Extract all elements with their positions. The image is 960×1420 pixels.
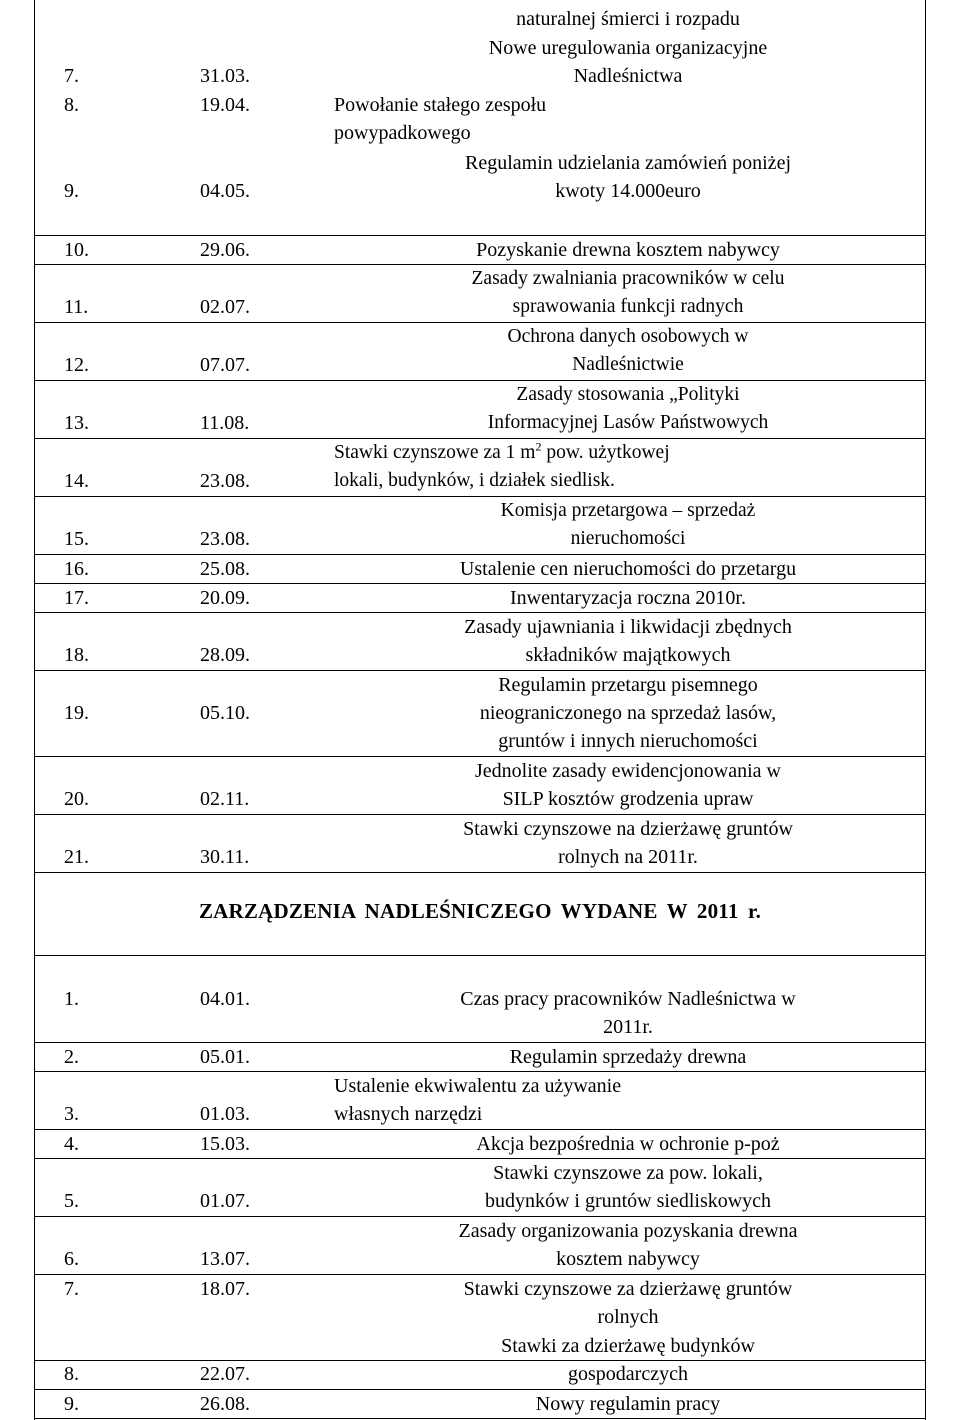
- row-number: 20.: [64, 788, 89, 810]
- row-title: Zasady zwalniania pracowników w celu sprawowania funkcji radnych: [471, 268, 785, 317]
- row-title: Ustalenie cen nieruchomości do przetargu: [459, 558, 797, 580]
- row-date: 01.03.: [200, 1103, 250, 1125]
- row-number: 7.: [64, 1278, 79, 1300]
- row-number: 8.: [64, 1363, 79, 1385]
- table-border-left: [34, 0, 35, 1420]
- row-title: Jednolite zasady ewidencjonowania w SILP kosztów grodzenia upraw: [474, 760, 781, 810]
- row-date: 22.07.: [200, 1363, 250, 1385]
- section-heading: ZARZĄDZENIA NADLEŚNICZEGO WYDANE W 2011 r.: [198, 899, 762, 923]
- row-title: Zasady organizowania pozyskania drewna kosztem nabywcy: [458, 1220, 798, 1270]
- row-number: 9.: [64, 1393, 79, 1415]
- row-title: Nowy regulamin pracy: [535, 1393, 721, 1415]
- row-title: Akcja bezpośrednia w ochronie p-poż: [476, 1133, 780, 1155]
- row-title: Stawki za dzierżawę budynków gospodarczych: [501, 1335, 755, 1385]
- row-number: 13.: [64, 412, 89, 434]
- row-date: 31.03.: [200, 65, 250, 87]
- row-date: 18.07.: [200, 1278, 250, 1300]
- row-date: 13.07.: [200, 1248, 250, 1270]
- row-date: 11.08.: [200, 412, 250, 434]
- row-number: 15.: [64, 528, 89, 550]
- row-title: Ustalenie ekwiwalentu za używanie własnych narzędzi: [334, 1075, 622, 1125]
- row-number: 3.: [64, 1103, 79, 1125]
- row-number: 18.: [64, 644, 89, 666]
- row-number: 4.: [64, 1133, 79, 1155]
- row-number: 17.: [64, 587, 89, 609]
- row-date: 29.06.: [200, 239, 250, 261]
- row-title: Zasady stosowania „Polityki Informacyjnej Lasów Państwowych: [487, 384, 769, 433]
- row-date: 02.07.: [200, 296, 250, 318]
- row-number: 2.: [64, 1046, 79, 1068]
- row-number: 11.: [64, 296, 89, 318]
- row-title: Powołanie stałego zespołu powypadkowego: [334, 94, 547, 144]
- row-title: Inwentaryzacja roczna 2010r.: [510, 587, 746, 609]
- row-title: naturalnej śmierci i rozpadu: [516, 8, 740, 30]
- row-number: 6.: [64, 1248, 79, 1270]
- row-date: 01.07.: [200, 1190, 250, 1212]
- row-number: 9.: [64, 180, 79, 202]
- row-date: 15.03.: [200, 1133, 250, 1155]
- row-date: 25.08.: [200, 558, 250, 580]
- row-title-text: Stawki czynszowe za 1 m: [334, 442, 536, 463]
- row-number: 16.: [64, 558, 89, 580]
- row-title: Zasady ujawniania i likwidacji zbędnych składników majątkowych: [464, 616, 792, 666]
- row-title: Stawki czynszowe za dzierżawę gruntów rolnych: [463, 1278, 793, 1328]
- row-date: 28.09.: [200, 644, 250, 666]
- row-number: 10.: [64, 239, 89, 261]
- row-date: 30.11.: [200, 846, 250, 868]
- row-title: Stawki czynszowe na dzierżawę gruntów rolnych na 2011r.: [463, 818, 793, 868]
- row-number: 1.: [64, 988, 79, 1010]
- row-number: 8.: [64, 94, 79, 116]
- row-date: 04.05.: [200, 180, 250, 202]
- row-title: Regulamin udzielania zamówień poniżej kwoty 14.000euro: [465, 152, 791, 202]
- row-date: 04.01.: [200, 988, 250, 1010]
- row-date: 02.11.: [200, 788, 250, 810]
- row-date: 26.08.: [200, 1393, 250, 1415]
- row-date: 23.08.: [200, 470, 250, 492]
- row-title: Stawki czynszowe za pow. lokali, budynków i gruntów siedliskowych: [484, 1162, 772, 1212]
- row-date: 23.08.: [200, 528, 250, 550]
- row-title-text: pow. użytkowej: [541, 442, 670, 463]
- row-title: Komisja przetargowa – sprzedaż nieruchomości: [500, 500, 756, 549]
- row-date: 07.07.: [200, 354, 250, 376]
- row-number: 12.: [64, 354, 89, 376]
- row-divider: [34, 1418, 926, 1419]
- row-title-text: lokali, budynków, i działek siedlisk.: [334, 470, 615, 491]
- row-number: 21.: [64, 846, 89, 868]
- row-title: Czas pracy pracowników Nadleśnictwa w 2011r.: [460, 988, 796, 1038]
- row-divider: [34, 955, 926, 956]
- row-title: Regulamin sprzedaży drewna: [509, 1046, 747, 1068]
- row-number: 7.: [64, 65, 79, 87]
- row-title: Regulamin przetargu pisemnego nieograniczonego na sprzedaż lasów, gruntów i innych nieruchomości: [479, 674, 777, 752]
- row-number: 5.: [64, 1190, 79, 1212]
- row-divider: [34, 872, 926, 873]
- superscript-2: 2: [535, 439, 542, 454]
- row-title: Pozyskanie drewna kosztem nabywcy: [476, 239, 780, 261]
- row-date: 20.09.: [200, 587, 250, 609]
- row-title: Nowe uregulowania organizacyjne Nadleśnictwa: [488, 37, 768, 87]
- row-date: 05.01.: [200, 1046, 250, 1068]
- row-number: 14.: [64, 470, 89, 492]
- row-number: 19.: [64, 702, 89, 724]
- row-date: 19.04.: [200, 94, 250, 116]
- row-title: [334, 439, 814, 495]
- row-date: 05.10.: [200, 702, 250, 724]
- row-title: Ochrona danych osobowych w Nadleśnictwie: [507, 326, 749, 375]
